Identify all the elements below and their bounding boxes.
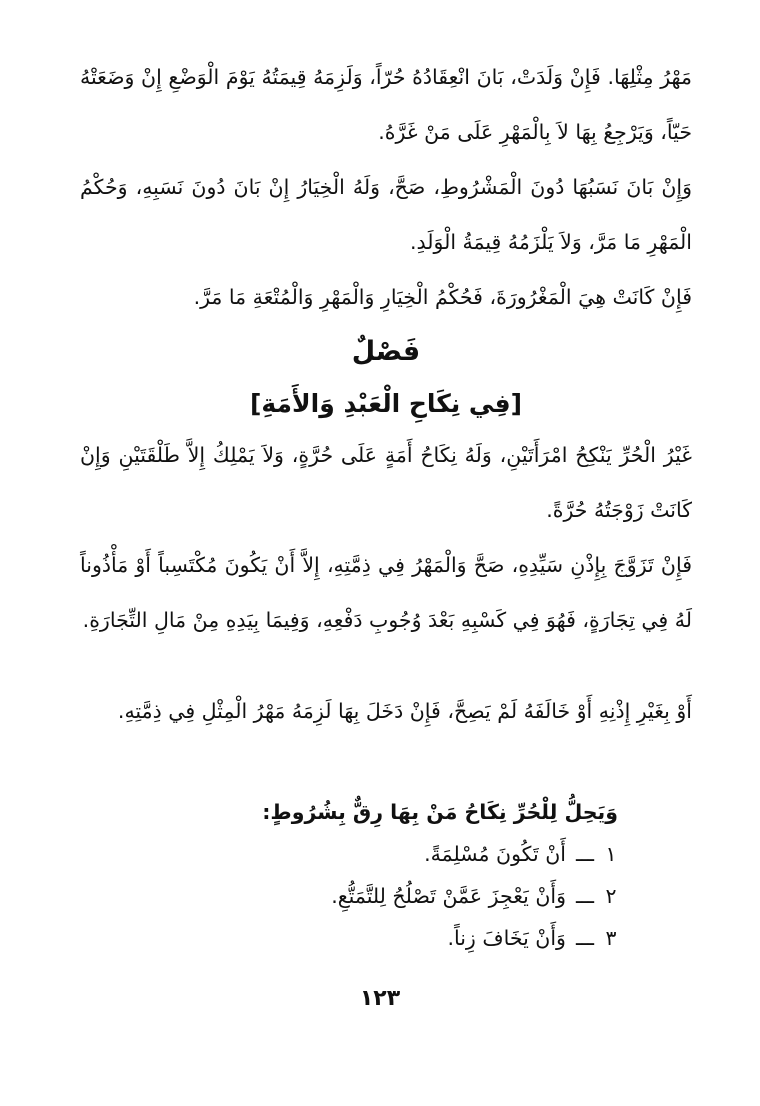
- paragraph-6: أَوْ بِغَيْرِ إِذْنِهِ أَوْ خَالَفَهُ لَمْ يَصِحَّ، فَإِنْ دَخَلَ بِهَا لَزِمَهُ مَهْرُ الْمِثْلِ فِي ذِمَّتِهِ.: [117, 699, 692, 723]
- condition-dash: ـــ: [575, 884, 594, 908]
- condition-dash: ـــ: [575, 842, 594, 866]
- paragraph-1: مَهْرُ مِثْلِهَا. فَإِنْ وَلَدَتْ، بَانَ انْعِقَادُهُ حُرّاً، وَلَزِمَهُ قِيمَتُهُ يَوْمَ الْوَضْعِ إِنْ وَضَعَتْهُ حَيّاً، وَيَرْجِعُ بِهَا لاَ بِالْمَهْرِ عَلَى مَنْ غَرَّهُ.: [80, 65, 692, 144]
- condition-text: أَنْ تَكُونَ مُسْلِمَةً.: [424, 842, 566, 866]
- condition-number: ١: [605, 842, 617, 866]
- conditions-intro: وَيَحِلُّ لِلْحُرِّ نِكَاحُ مَنْ بِهَا رِقٌّ بِشُرُوطٍ:: [262, 800, 618, 824]
- condition-text: وَأَنْ يَخَافَ زِناً.: [447, 926, 566, 950]
- section-subtitle: [فِي نِكَاحِ الْعَبْدِ وَالأَمَةِ]: [249, 389, 523, 418]
- condition-text: وَأَنْ يَعْجِزَ عَمَّنْ تَصْلُحُ لِلتَّمَتُّعِ.: [331, 884, 566, 908]
- paragraph-3: فَإِنْ كَانَتْ هِيَ الْمَغْرُورَةَ، فَحُكْمُ الْخِيَارِ وَالْمَهْرِ وَالْمُتْعَةِ مَا مَرَّ.: [193, 285, 692, 309]
- condition-item-3: [447, 926, 620, 950]
- condition-number: ٣: [605, 926, 617, 950]
- page-number: ١٢٣: [359, 986, 401, 1011]
- condition-dash: ـــ: [575, 926, 594, 950]
- condition-item-2: [331, 884, 620, 908]
- paragraph-5: فَإِنْ تَزَوَّجَ بِإِذْنِ سَيِّدِهِ، صَحَّ وَالْمَهْرُ فِي ذِمَّتِهِ، إِلاَّ أَنْ يَكُونَ مُكْتَسِباً أَوْ مَأْذُوناً لَهُ فِي تِجَارَةٍ، فَهُوَ فِي كَسْبِهِ بَعْدَ وُجُوبِ دَفْعِهِ، وَفِيمَا بِيَدِهِ مِنْ مَالِ التِّجَارَةِ.: [80, 553, 692, 632]
- condition-number: ٢: [605, 884, 617, 908]
- section-title: فَصْلٌ: [351, 336, 421, 367]
- paragraph-2: وَإِنْ بَانَ نَسَبُهَا دُونَ الْمَشْرُوطِ، صَحَّ، وَلَهُ الْخِيَارُ إِنْ بَانَ دُونَ نَسَبِهِ، وَحُكْمُ الْمَهْرِ مَا مَرَّ، وَلاَ يَلْزَمُهُ قِيمَةُ الْوَلَدِ.: [80, 175, 692, 254]
- condition-item-1: [424, 842, 620, 866]
- paragraph-4: غَيْرُ الْحُرِّ يَنْكِحُ امْرَأَتَيْنِ، وَلَهُ نِكَاحُ أَمَةٍ عَلَى حُرَّةٍ، وَلاَ يَمْلِكُ إِلاَّ طَلْقَتَيْنِ وَإِنْ كَانَتْ زَوْجَتُهُ حُرَّةً.: [80, 443, 692, 522]
